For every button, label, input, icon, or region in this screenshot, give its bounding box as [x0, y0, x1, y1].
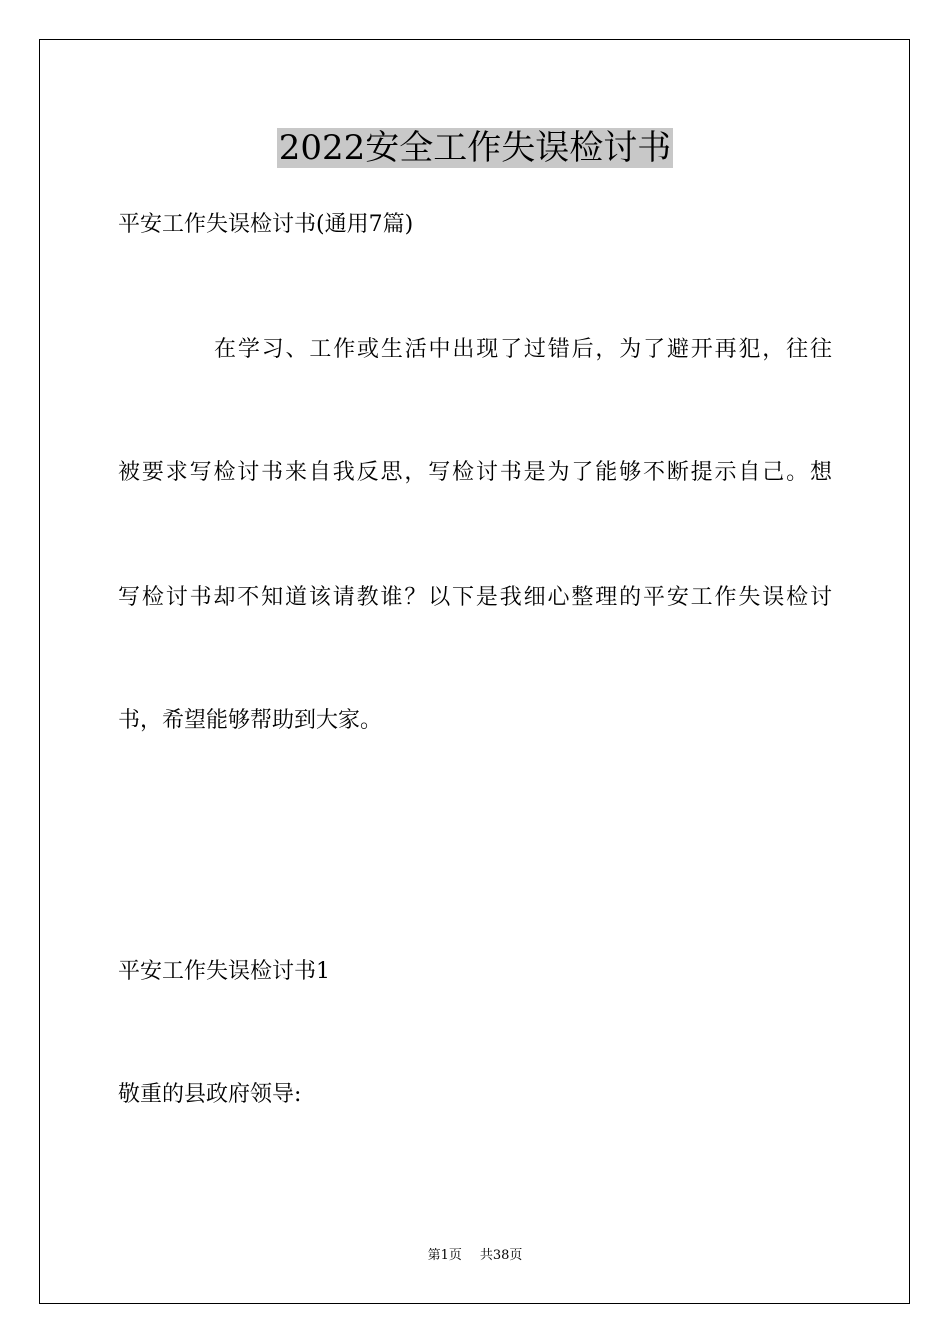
page-footer	[0, 1247, 950, 1265]
intro-line-3: 写检讨书却不知道该请教谁？以下是我细心整理的平安工作失误检讨	[118, 585, 832, 610]
document-subtitle: 平安工作失误检讨书(通用7篇)	[118, 212, 414, 237]
title-container	[0, 128, 950, 168]
section-heading: 平安工作失误检讨书1	[118, 959, 330, 984]
salutation: 敬重的县政府领导:	[118, 1082, 302, 1107]
intro-line-4: 书，希望能够帮助到大家。	[118, 708, 383, 733]
document-title: 2022安全工作失误检讨书	[278, 128, 672, 168]
intro-line-1: 在学习、工作或生活中出现了过错后，为了避开再犯，往往	[214, 337, 832, 362]
page-number: 第1页	[427, 1248, 462, 1263]
page-total: 共38页	[479, 1248, 523, 1263]
intro-line-2: 被要求写检讨书来自我反思，写检讨书是为了能够不断提示自己。想	[118, 460, 832, 485]
